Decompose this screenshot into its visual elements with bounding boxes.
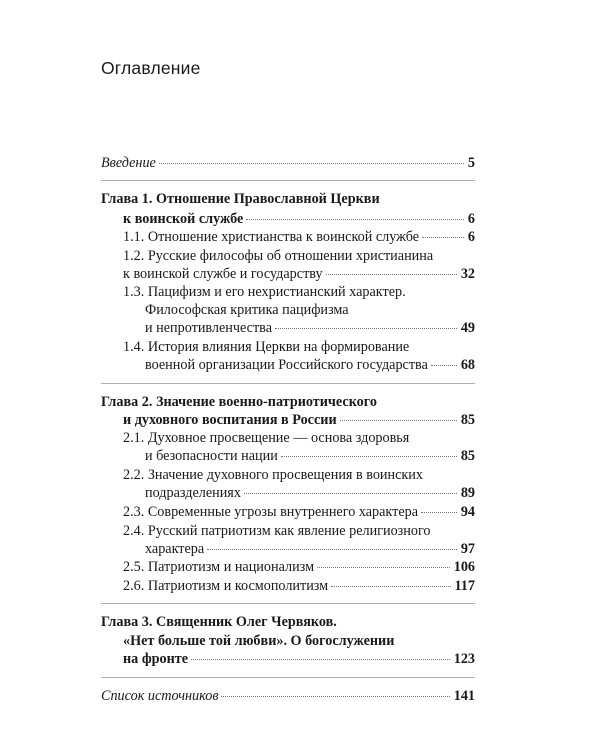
toc-section-2-4-line1[interactable] [101, 521, 475, 541]
divider [101, 603, 475, 604]
toc-chapter-2-line2[interactable] [101, 410, 475, 430]
toc-section-title: 1.1. Отношение христианства к воинской службе [123, 229, 420, 245]
toc-chapter-2-line1[interactable] [101, 392, 475, 412]
toc-section-title: Философская критика пацифизма [145, 302, 349, 318]
toc-section-2-2-line2[interactable] [101, 483, 475, 503]
leader-dots [422, 237, 464, 238]
toc-page-number: 97 [460, 541, 475, 557]
toc-chapter-title: и духовного воспитания в России [123, 412, 337, 428]
toc-page-number: 6 [467, 229, 475, 245]
toc-page-number: 32 [460, 266, 475, 282]
toc-section-title: 1.4. История влияния Церкви на формирование [123, 339, 410, 355]
toc-section-title: 2.6. Патриотизм и космополитизм [123, 578, 329, 594]
toc-chapter-1-line1[interactable] [101, 189, 475, 209]
toc-page-number: 123 [453, 651, 475, 667]
toc-section-title: 1.2. Русские философы об отношении христианина [123, 248, 434, 264]
toc-section-title: 2.4. Русский патриотизм как явление религиозного [123, 523, 431, 539]
toc-entry-intro[interactable] [101, 153, 475, 173]
toc-section-1-2-line2[interactable] [101, 264, 475, 284]
leader-dots [207, 549, 457, 550]
toc-section-title: 2.2. Значение духовного просвещения в воинских [123, 467, 423, 483]
toc-page-number: 89 [460, 485, 475, 501]
leader-dots [317, 567, 450, 568]
toc-section-1-3-line3[interactable] [101, 318, 475, 338]
toc-page-number: 5 [467, 155, 475, 171]
leader-dots [326, 274, 457, 275]
toc-section-2-1-line1[interactable] [101, 428, 475, 448]
toc-section-1-4-line1[interactable] [101, 337, 475, 357]
toc-chapter-title: «Нет больше той любви». О богослужении [123, 633, 395, 649]
toc-section-title: к воинской службе и государству [123, 266, 323, 282]
toc-chapter-title: Глава 2. Значение военно-патриотического [101, 394, 377, 410]
leader-dots [421, 512, 457, 513]
leader-dots [340, 420, 457, 421]
toc-page-number: 85 [460, 448, 475, 464]
toc-entry-title: Список источников [101, 688, 219, 704]
toc-chapter-1-line2[interactable] [101, 209, 475, 229]
leader-dots [221, 696, 449, 697]
toc-section-title: военной организации Российского государства [145, 357, 428, 373]
toc-section-1-3-line2[interactable] [101, 300, 475, 320]
toc-section-title: подразделениях [145, 485, 241, 501]
leader-dots [159, 163, 464, 164]
toc-section-2-5[interactable] [101, 557, 475, 577]
divider [101, 180, 475, 181]
toc-page-number: 106 [453, 559, 475, 575]
toc-page-number: 68 [460, 357, 475, 373]
toc-entry-sources[interactable] [101, 686, 475, 706]
toc-chapter-3-line1[interactable] [101, 612, 475, 632]
toc-chapter-title: на фронте [123, 651, 189, 667]
toc-section-1-1[interactable] [101, 227, 475, 247]
leader-dots [275, 328, 457, 329]
toc-section-2-3[interactable] [101, 502, 475, 522]
toc-page-number: 49 [460, 320, 475, 336]
toc-section-2-1-line2[interactable] [101, 446, 475, 466]
toc-page-number: 141 [453, 688, 475, 704]
page-title: Оглавление [101, 58, 201, 78]
toc-chapter-3-line3[interactable] [101, 649, 475, 669]
leader-dots [281, 456, 457, 457]
toc-section-2-6[interactable] [101, 576, 475, 596]
toc-section-title: характера [145, 541, 205, 557]
toc-chapter-title: Глава 3. Священник Олег Червяков. [101, 614, 337, 630]
toc-entry-title: Введение [101, 155, 156, 171]
leader-dots [244, 493, 457, 494]
toc-section-1-2-line1[interactable] [101, 246, 475, 266]
toc-page-number: 85 [460, 412, 475, 428]
toc-page-number: 94 [460, 504, 475, 520]
toc-section-title: 2.3. Современные угрозы внутреннего характера [123, 504, 419, 520]
toc-section-1-4-line2[interactable] [101, 355, 475, 375]
toc-section-title: и непротивленчества [145, 320, 272, 336]
leader-dots [431, 365, 457, 366]
toc-section-title: и безопасности нации [145, 448, 278, 464]
toc-section-title: 2.5. Патриотизм и национализм [123, 559, 315, 575]
leader-dots [191, 659, 450, 660]
toc-section-title: 2.1. Духовное просвещение — основа здоровья [123, 430, 410, 446]
leader-dots [331, 586, 450, 587]
toc-page-number: 6 [467, 211, 475, 227]
toc-chapter-title: Глава 1. Отношение Православной Церкви [101, 191, 380, 207]
divider [101, 383, 475, 384]
toc-section-title: 1.3. Пацифизм и его нехристианский характер. [123, 284, 406, 300]
toc-section-2-2-line1[interactable] [101, 465, 475, 485]
divider [101, 677, 475, 678]
toc-chapter-3-line2[interactable] [101, 631, 475, 651]
leader-dots [246, 219, 464, 220]
toc-section-1-3-line1[interactable] [101, 282, 475, 302]
toc-chapter-title: к воинской службе [123, 211, 244, 227]
toc-page-number: 117 [454, 578, 475, 594]
toc-section-2-4-line2[interactable] [101, 539, 475, 559]
